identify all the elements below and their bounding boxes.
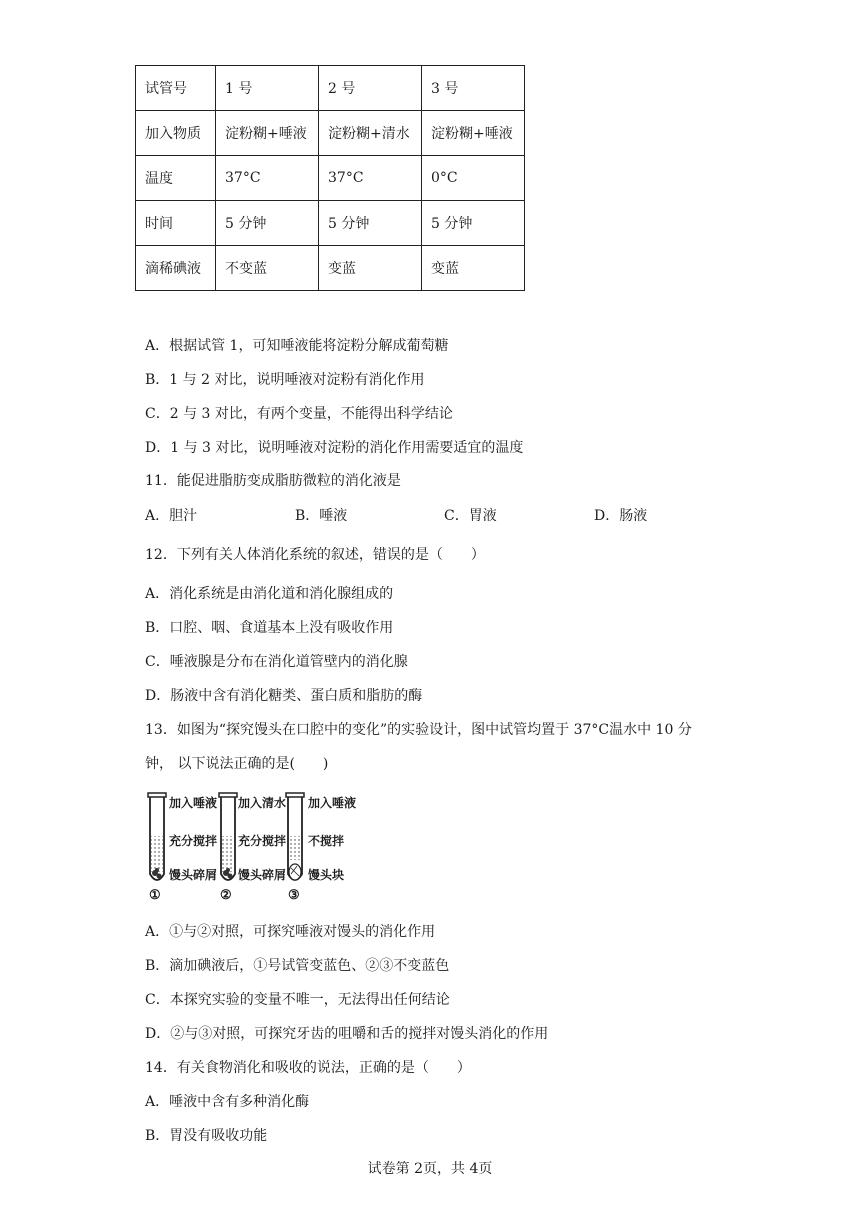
option-c: C．2 与 3 对比，有两个变量，不能得出科学结论 [145,406,453,422]
table-cell: 5 分钟 [319,201,422,246]
option-a: A．①与②对照，可探究唾液对馒头的消化作用 [145,924,436,940]
option-a: A．根据试管 1，可知唾液能将淀粉分解成葡萄糖 [145,338,449,354]
tube-2-number: ② [220,888,232,903]
table-cell: 加入物质 [136,111,216,156]
tube-3-bottom-label: 馒头块 [308,868,345,882]
question-13-stem: 13．如图为“探究馒头在口腔中的变化”的实验设计，图中试管均置于 37°C温水中 10 分 [145,722,692,738]
option-b: B．胃没有吸收功能 [145,1128,268,1144]
table-cell: 3 号 [422,66,525,111]
table-cell: 淀粉糊+唾液 [216,111,319,156]
tube-2-bottom-label: 馒头碎屑 [238,868,287,882]
tube-3-top-label: 加入唾液 [308,796,357,810]
test-tube-3 [286,793,304,880]
table-cell: 5 分钟 [422,201,525,246]
table-cell: 淀粉糊+清水 [319,111,422,156]
tube-1-bottom-label: 馒头碎屑 [169,868,218,882]
table-row [136,66,525,111]
table-cell: 1 号 [216,66,319,111]
table-cell: 37°C [319,156,422,201]
tube-1-mid-label: 充分搅拌 [169,834,218,848]
option-b: B．口腔、咽、食道基本上没有吸收作用 [145,620,394,636]
table-cell: 变蓝 [422,246,525,291]
option-c: C．胃液 [444,508,497,524]
question-14-stem: 14．有关食物消化和吸收的说法，正确的是（ ） [145,1060,471,1076]
tube-3-mid-label: 不搅拌 [308,834,345,848]
option-b: B．唾液 [295,508,348,524]
option-b: B．1 与 2 对比，说明唾液对淀粉有消化作用 [145,372,425,388]
table-cell: 0°C [422,156,525,201]
test-tube-1 [148,793,166,880]
table-cell: 变蓝 [319,246,422,291]
option-a: A．消化系统是由消化道和消化腺组成的 [145,586,394,602]
option-d: D．肠液 [594,508,648,524]
table-cell: 滴稀碘液 [136,246,216,291]
table-cell: 不变蓝 [216,246,319,291]
table-cell: 试管号 [136,66,216,111]
question-13-stem-continued: 钟， 以下说法正确的是( ) [145,756,329,772]
option-b: B．滴加碘液后，①号试管变蓝色、②③不变蓝色 [145,958,450,974]
option-a: A．唾液中含有多种消化酶 [145,1094,310,1110]
tube-1-number: ① [149,888,161,903]
tube-1-top-label: 加入唾液 [169,796,218,810]
tube-2-top-label: 加入清水 [238,796,287,810]
tube-2-mid-label: 充分搅拌 [238,834,287,848]
experiment-table [135,65,525,291]
page-footer: 试卷第 2页，共 4页 [367,1161,493,1177]
test-tube-2 [219,793,237,880]
table-row [136,111,525,156]
test-tube-figure [145,790,375,906]
table-cell: 37°C [216,156,319,201]
table-row [136,201,525,246]
option-c: C．本探究实验的变量不唯一，无法得出任何结论 [145,992,450,1008]
table-cell: 温度 [136,156,216,201]
question-12-stem: 12．下列有关人体消化系统的叙述，错误的是（ ） [145,547,485,563]
table-cell: 时间 [136,201,216,246]
table-cell: 2 号 [319,66,422,111]
table-cell: 5 分钟 [216,201,319,246]
option-d: D．1 与 3 对比，说明唾液对淀粉的消化作用需要适宜的温度 [145,440,524,456]
option-d: D．②与③对照，可探究牙齿的咀嚼和舌的搅拌对馒头消化的作用 [145,1026,549,1042]
table-row [136,156,525,201]
table-cell: 淀粉糊+唾液 [422,111,525,156]
question-11-stem: 11．能促进脂肪变成脂肪微粒的消化液是 [145,473,401,489]
tube-3-number: ③ [288,888,300,903]
option-c: C．唾液腺是分布在消化道管壁内的消化腺 [145,654,408,670]
option-d: D．肠液中含有消化糖类、蛋白质和脂肪的酶 [145,688,423,704]
option-a: A．胆汁 [145,508,198,524]
table-row [136,246,525,291]
